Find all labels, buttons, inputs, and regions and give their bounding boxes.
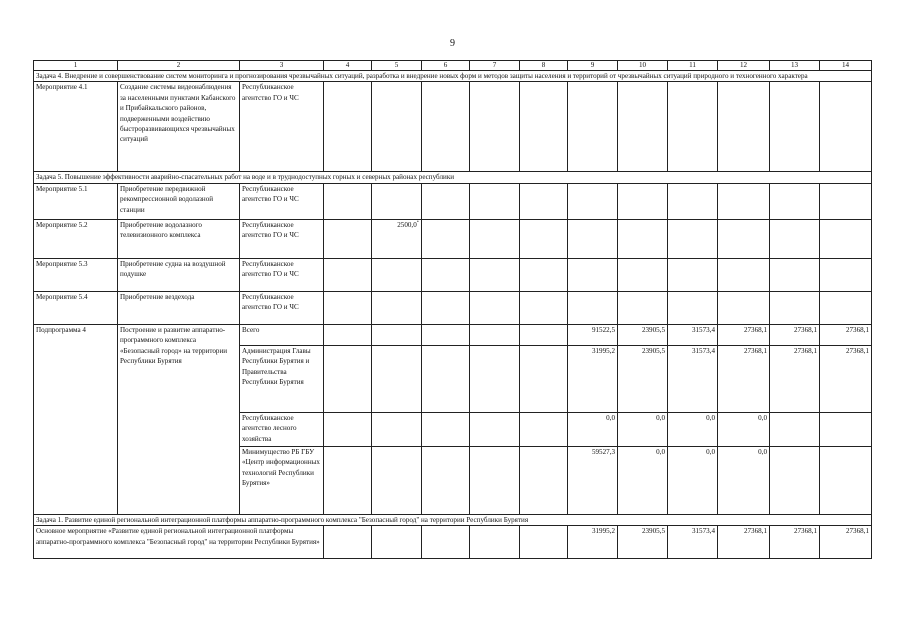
- activity-executor: Республиканское агентство ГО и ЧС: [240, 82, 324, 172]
- value-cell: 23905,5: [618, 345, 668, 412]
- activity-executor: Республиканское агентство ГО и ЧС: [240, 183, 324, 219]
- value-cell: 27368,1: [820, 345, 872, 412]
- value-cell: 27368,1: [820, 324, 872, 345]
- value-cell: 0,0: [668, 446, 718, 514]
- table-row: [34, 324, 872, 345]
- table-row: [34, 291, 872, 324]
- value-cell: [820, 446, 872, 514]
- activity-executor: Республиканское агентство ГО и ЧС: [240, 258, 324, 291]
- value-cell: 0,0: [618, 446, 668, 514]
- column-header: 2: [118, 61, 240, 71]
- activity-code: Мероприятие 5.4: [34, 291, 118, 324]
- task-1-title: Задача 1. Развитие единой региональной интеграционной платформы аппаратно-программного комплекса "Безопасный город" на территории Республики Бурятия: [34, 514, 872, 525]
- column-header: 8: [520, 61, 568, 71]
- column-header: 13: [770, 61, 820, 71]
- subprogram-name: Построение и развитие аппаратно-программного комплекса «Безопасный город» на территории Республики Бурятия: [118, 324, 240, 514]
- value-cell: [372, 219, 422, 258]
- value-cell: 0,0: [718, 446, 770, 514]
- value-cell: 31573,4: [668, 324, 718, 345]
- value-cell: 0,0: [618, 412, 668, 446]
- value-cell: 0,0: [668, 412, 718, 446]
- activity-name: Приобретение судна на воздушной подушке: [118, 258, 240, 291]
- value-cell: 31995,2: [568, 345, 618, 412]
- value-cell: 0,0: [718, 412, 770, 446]
- activity-executor: Республиканское агентство ГО и ЧС: [240, 219, 324, 258]
- budget-table: [33, 60, 872, 559]
- column-number-row: [34, 61, 872, 71]
- table-row: [34, 183, 872, 219]
- value-cell: 27368,1: [718, 345, 770, 412]
- table-row: [34, 258, 872, 291]
- value-cell: 31573,4: [668, 345, 718, 412]
- value-cell: 91522,5: [568, 324, 618, 345]
- column-header: 7: [470, 61, 520, 71]
- value-cell: 31573,4: [668, 526, 718, 559]
- value-cell: [770, 412, 820, 446]
- column-header: 12: [718, 61, 770, 71]
- task-5-title: Задача 5. Повышение эффективности аварийно-спасательных работ на воде и в труднодоступных горных и северных районах республики: [34, 172, 872, 183]
- table-row: [34, 82, 872, 172]
- activity-code: Мероприятие 4.1: [34, 82, 118, 172]
- subprogram-code: Подпрограмма 4: [34, 324, 118, 514]
- activity-name: Приобретение передвижной рекомпрессионной водолазной станции: [118, 183, 240, 219]
- column-header: 11: [668, 61, 718, 71]
- task-4-title: Задача 4. Внедрение и совершенствование систем мониторинга и прогнозирования чрезвычайных ситуаций, разработка и внедрение новых форм и методов защиты населения и территорий от чрезвычайных ситуаций природного и техногенного характера: [34, 71, 872, 82]
- value-cell: 27368,1: [770, 345, 820, 412]
- executor-cell: Администрация Главы Республики Бурятия и Правительства Республики Бурятия: [240, 345, 324, 412]
- value-cell: [770, 446, 820, 514]
- value-cell: 0,0: [568, 412, 618, 446]
- value-cell: 23905,5: [618, 324, 668, 345]
- footnote-mark: *: [416, 219, 419, 225]
- executor-cell: Республиканское агентство лесного хозяйства: [240, 412, 324, 446]
- column-header: 10: [618, 61, 668, 71]
- activity-executor: Республиканское агентство ГО и ЧС: [240, 291, 324, 324]
- value-cell: 27368,1: [718, 526, 770, 559]
- value-cell: 27368,1: [770, 526, 820, 559]
- value-cell: 27368,1: [770, 324, 820, 345]
- page-number: 9: [450, 38, 455, 49]
- executor-cell: Минимущество РБ ГБУ «Центр информационных технологий Республики Бурятия»: [240, 446, 324, 514]
- table-row: [34, 219, 872, 258]
- activity-name: Приобретение вездехода: [118, 291, 240, 324]
- column-header: 1: [34, 61, 118, 71]
- activity-code: Мероприятие 5.2: [34, 219, 118, 258]
- value-cell: 31995,2: [568, 526, 618, 559]
- column-header: 3: [240, 61, 324, 71]
- activity-name: Приобретение водолазного телевизионного комплекса: [118, 219, 240, 258]
- activity-code: Мероприятие 5.3: [34, 258, 118, 291]
- column-header: 14: [820, 61, 872, 71]
- table-row: [34, 526, 872, 559]
- value-cell: 27368,1: [820, 526, 872, 559]
- column-header: 9: [568, 61, 618, 71]
- executor-cell: Всего: [240, 324, 324, 345]
- activity-name: Создание системы видеонаблюдения за населенными пунктами Кабанского и Прибайкальского районов, подверженными воздействию быстроразвивающихся чрезвычайных ситуаций: [118, 82, 240, 172]
- value-cell: 23905,5: [618, 526, 668, 559]
- column-header: 5: [372, 61, 422, 71]
- value-cell: [820, 412, 872, 446]
- value-text: 2500,0: [397, 220, 417, 229]
- activity-code: Мероприятие 5.1: [34, 183, 118, 219]
- value-cell: 59527,3: [568, 446, 618, 514]
- task-row-4: [34, 71, 872, 82]
- task-row-5: [34, 172, 872, 183]
- column-header: 4: [324, 61, 372, 71]
- main-activity-name: Основное мероприятие «Развитие единой региональной интеграционной платформы аппаратно-программного комплекса "Безопасный город" на территории Республики Бурятия»: [34, 526, 324, 559]
- task-row-1: [34, 514, 872, 525]
- column-header: 6: [422, 61, 470, 71]
- value-cell: 27368,1: [718, 324, 770, 345]
